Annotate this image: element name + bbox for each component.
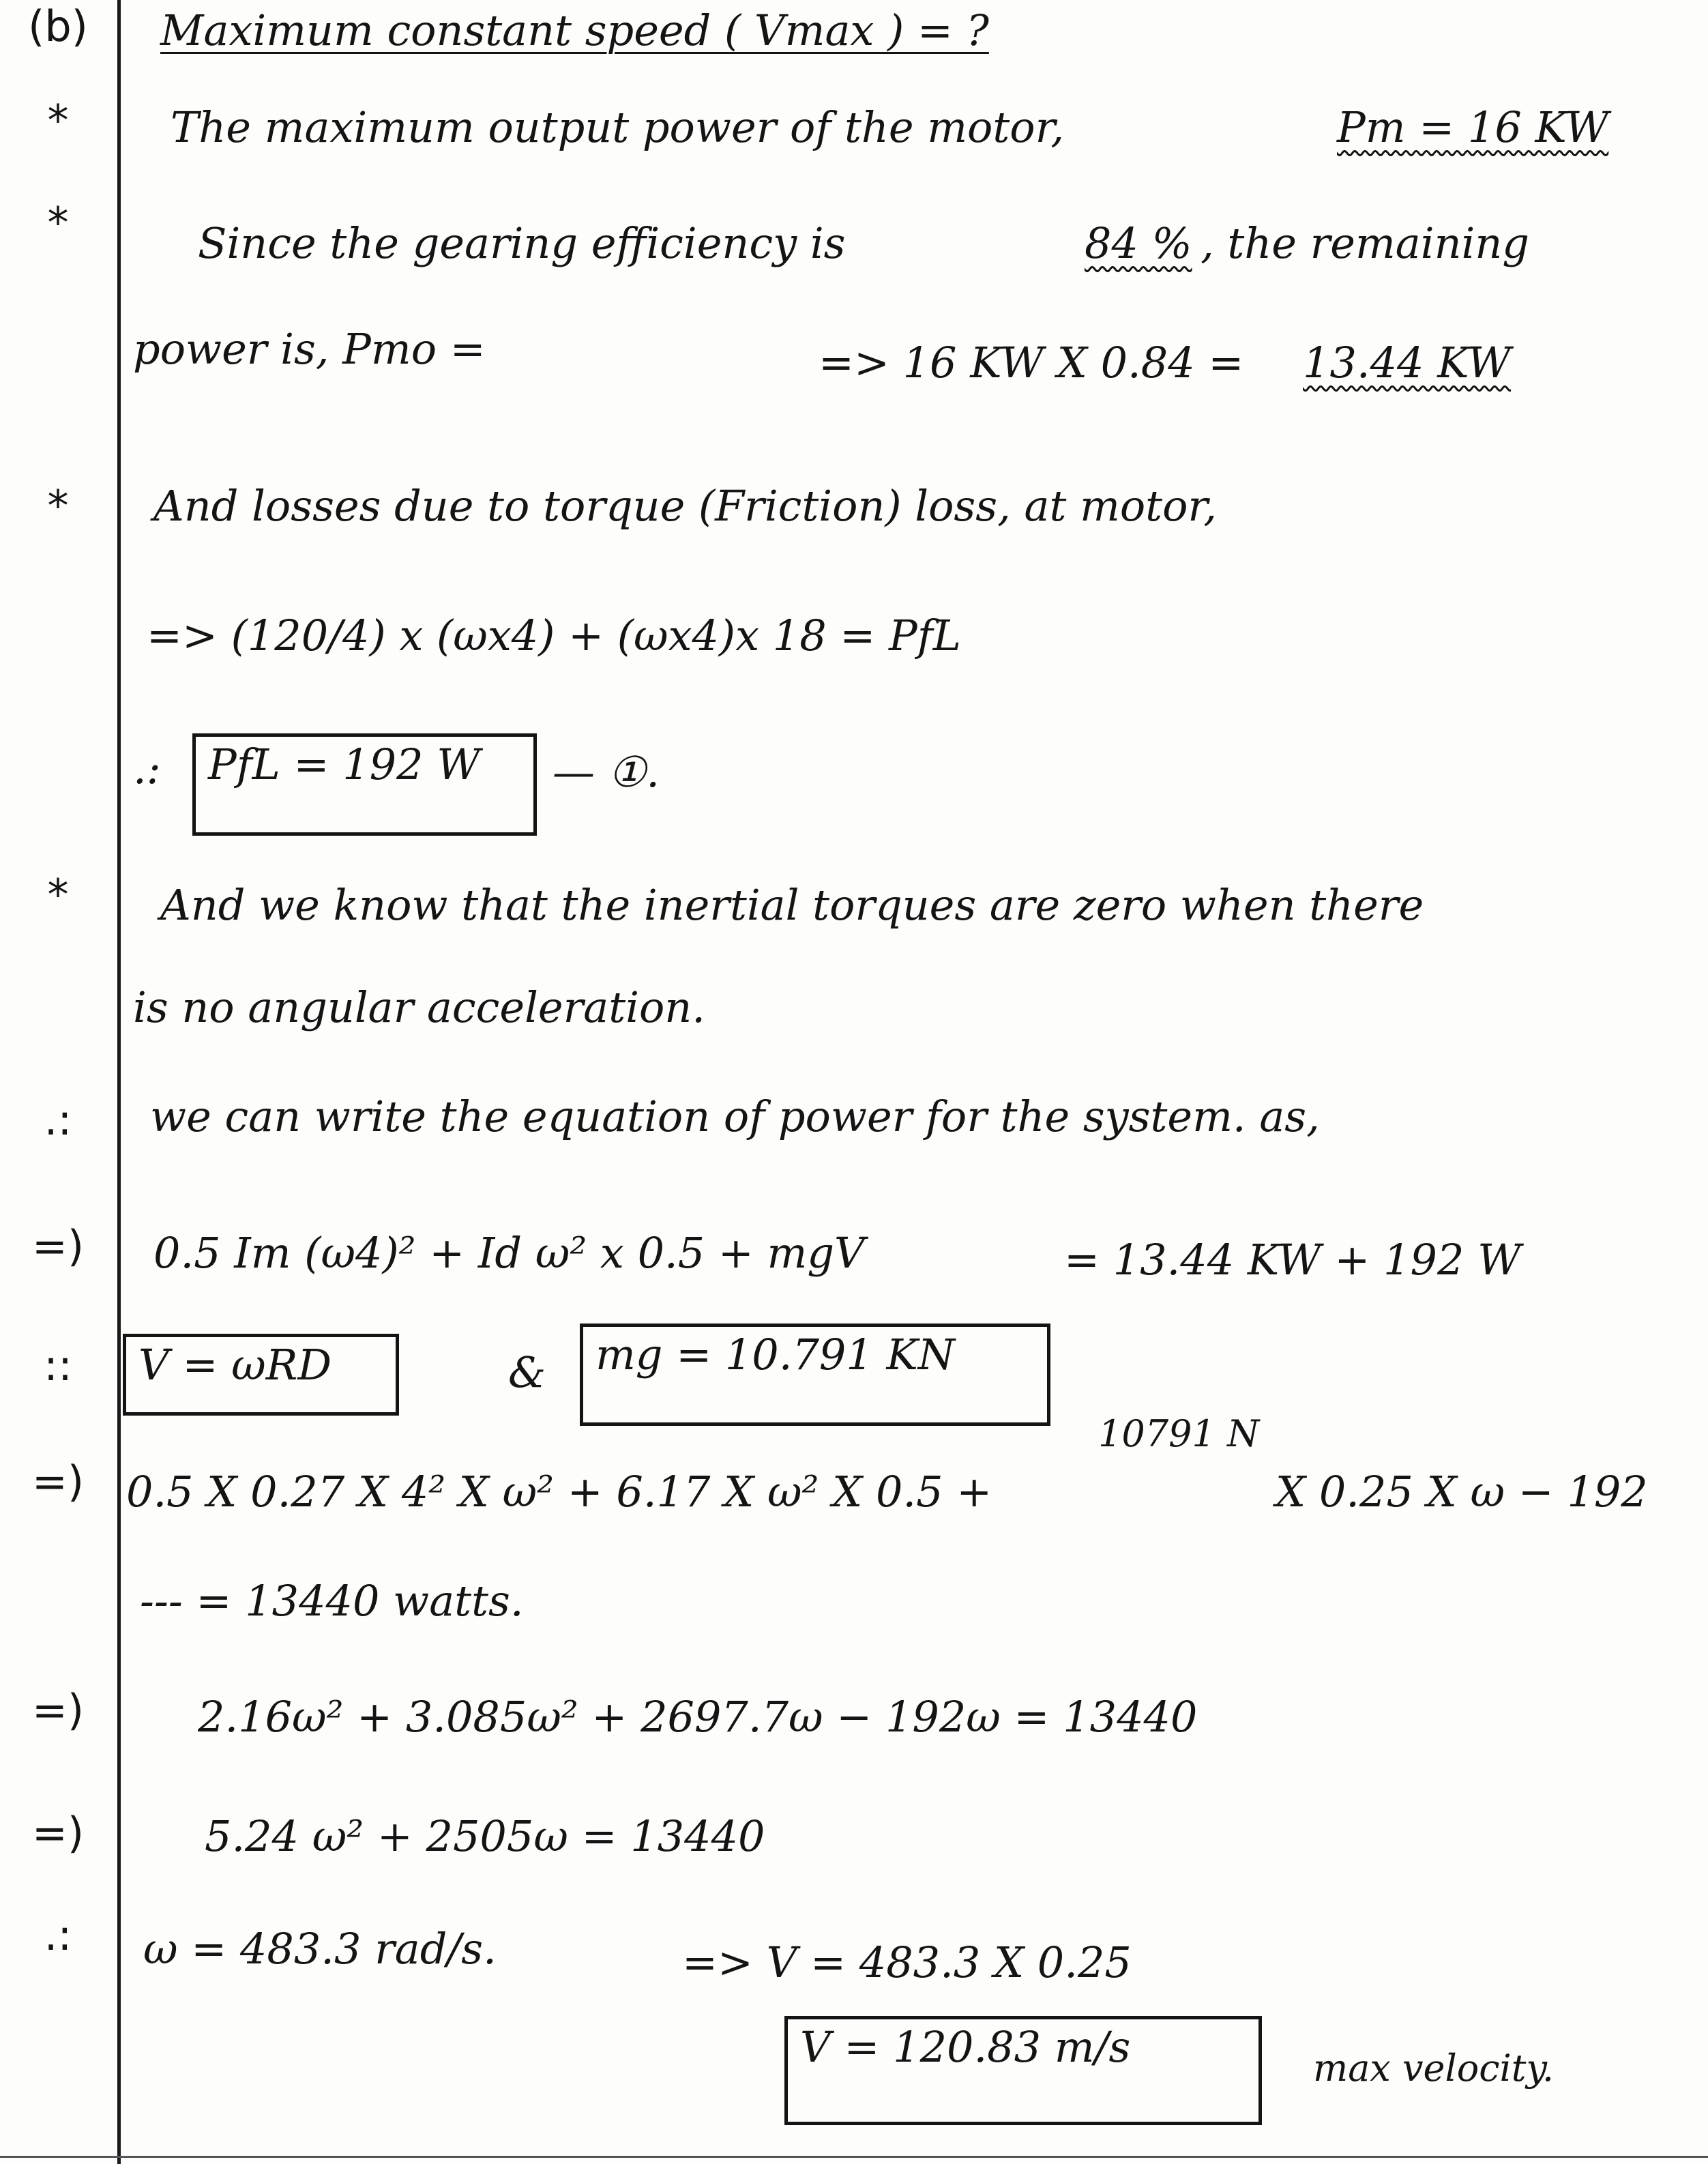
weight-box: mg = 10.791 KN [580,1324,1050,1426]
margin-marker: =) [31,1685,85,1735]
margin-marker: * [47,198,69,248]
text-line: And we know that the inertial torques are zero when there [160,880,1424,930]
part-label: (b) [28,1,88,51]
margin-line [117,0,121,2164]
ampersand: & [508,1347,546,1397]
friction-loss-box: PfL = 192 W [192,733,537,836]
margin-marker: .: [44,1910,72,1960]
margin-marker: * [47,96,69,145]
equation: X 0.25 X ω − 192 [1276,1467,1648,1517]
margin-marker: =) [31,1221,85,1271]
margin-marker: =) [31,1457,85,1506]
page-bottom-edge [0,2156,1708,2158]
motor-power-value: Pm = 16 KW [1337,102,1609,152]
equation: 0.5 Im (ω4)² + Id ω² x 0.5 + mgV [153,1228,865,1278]
equation: = 13.44 KW + 192 W [1064,1235,1521,1285]
margin-marker: =) [31,1808,85,1858]
margin-marker: :: [44,1341,72,1390]
text-line: power is, Pmo = [133,324,486,374]
equation: --- = 13440 watts. [140,1576,524,1626]
equation: => V = 483.3 X 0.25 [682,1938,1132,1987]
margin-marker: * [47,870,69,920]
page-title: Maximum constant speed ( Vmax ) = ? [160,5,989,55]
text-line: , the remaining [1201,218,1529,268]
final-note: max velocity. [1313,2047,1554,2090]
margin-marker: .: [44,1095,72,1145]
text-line: Since the gearing efficiency is [198,218,846,268]
text-line: we can write the equation of power for the system. as, [150,1092,1320,1141]
equation: 0.5 X 0.27 X 4² X ω² + 6.17 X ω² X 0.5 + [126,1467,992,1517]
velocity-relation-box: V = ωRD [123,1334,399,1416]
text-line: The maximum output power of the motor, [171,102,1065,152]
remaining-power-value: 13.44 KW [1303,338,1512,388]
equation: 5.24 ω² + 2505ω = 13440 [205,1811,765,1861]
text-line: And losses due to torque (Friction) loss, at motor, [153,481,1217,531]
efficiency-value: 84 % [1085,218,1192,268]
therefore-symbol: .: [133,744,161,793]
equation: => (120/4) x (ωx4) + (ωx4)x 18 = PfL [147,611,961,660]
final-velocity-box: V = 120.83 m/s [784,2016,1262,2125]
equation-number: — ①. [553,747,660,797]
margin-marker: * [47,481,69,531]
text-line: is no angular acceleration. [133,982,705,1032]
equation: 2.16ω² + 3.085ω² + 2697.7ω − 192ω = 13440 [198,1692,1198,1742]
weight-note: 10791 N [1098,1412,1260,1455]
omega-result: ω = 483.3 rad/s. [143,1924,497,1974]
equation: => 16 KW X 0.84 = [819,338,1244,388]
